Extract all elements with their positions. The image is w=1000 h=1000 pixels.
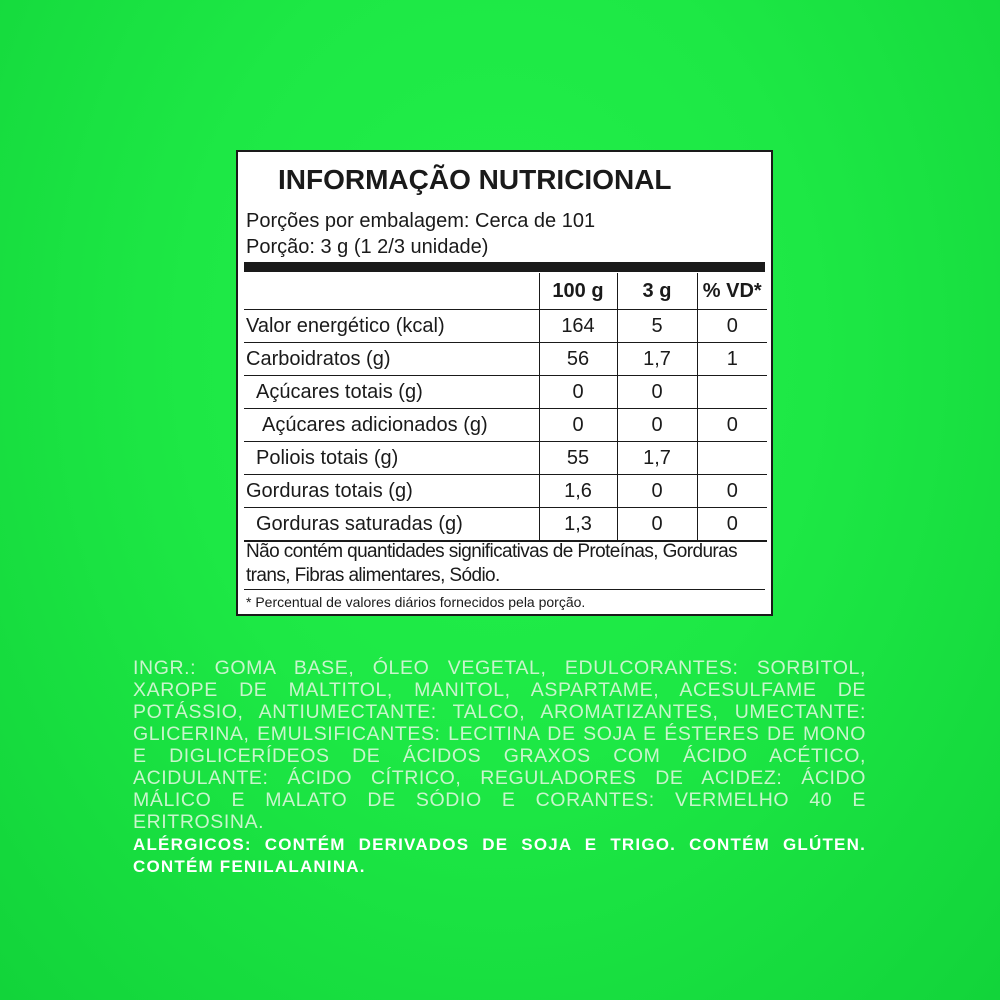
header-vd: % VD* (697, 273, 767, 310)
nutrient-name: Carboidratos (g) (244, 343, 539, 376)
serving-info (246, 208, 595, 260)
footnote-divider (244, 589, 765, 590)
thick-divider (244, 262, 765, 272)
table-row (244, 442, 767, 475)
table-row (244, 343, 767, 376)
value-100g: 1,6 (539, 475, 617, 508)
value-vd: 0 (697, 508, 767, 542)
value-3g: 0 (617, 508, 697, 542)
serving-size: Porção: 3 g (1 2/3 unidade) (246, 236, 489, 258)
value-3g: 0 (617, 475, 697, 508)
nutrient-name: Valor energético (kcal) (244, 310, 539, 343)
value-100g: 0 (539, 376, 617, 409)
header-3g: 3 g (617, 273, 697, 310)
value-vd (697, 442, 767, 475)
header-nutrient (244, 273, 539, 310)
table-row (244, 508, 767, 542)
value-vd: 0 (697, 409, 767, 442)
nutrition-facts-label (236, 150, 773, 616)
ingredients-text: INGR.: GOMA BASE, ÓLEO VEGETAL, EDULCORANTES: SORBITOL, XAROPE DE MALTITOL, MANITOL, ASPARTAME, ACESULFAME DE POTÁSSIO, ANTIUMECTANTE: TALCO, AROMATIZANTES, UMECTANTE: GLICERINA, EMULSIFICANTES: LECITINA DE SOJA E ÉSTERES DE MONO E DIGLICERÍDEOS DE ÁCIDOS GRAXOS COM ÁCIDO ACÉTICO, ACIDULANTE: ÁCIDO CÍTRICO, REGULADORES DE ACIDEZ: ÁCIDO MÁLICO E MALATO DE SÓDIO E CORANTES: VERMELHO 40 E ERITROSINA. (133, 657, 866, 833)
allergens-text: ALÉRGICOS: CONTÉM DERIVADOS DE SOJA E TRIGO. CONTÉM GLÚTEN. CONTÉM FENILALANINA. (133, 835, 866, 876)
nutrition-table (244, 273, 767, 542)
label-title: INFORMAÇÃO NUTRICIONAL (278, 164, 672, 195)
nutrient-name: Açúcares adicionados (g) (244, 409, 539, 442)
daily-value-footnote: * Percentual de valores diários fornecidos pela porção. (246, 594, 586, 610)
value-3g: 1,7 (617, 442, 697, 475)
nutrient-name: Poliois totais (g) (244, 442, 539, 475)
table-row (244, 409, 767, 442)
value-100g: 56 (539, 343, 617, 376)
nutrient-name: Açúcares totais (g) (244, 376, 539, 409)
value-100g: 0 (539, 409, 617, 442)
value-vd: 0 (697, 475, 767, 508)
value-3g: 0 (617, 376, 697, 409)
nutrient-name: Gorduras saturadas (g) (244, 508, 539, 542)
table-row (244, 310, 767, 343)
table-header-row (244, 273, 767, 310)
value-3g: 5 (617, 310, 697, 343)
value-3g: 1,7 (617, 343, 697, 376)
value-3g: 0 (617, 409, 697, 442)
header-100g: 100 g (539, 273, 617, 310)
not-significant-note: Não contém quantidades significativas de Proteínas, Gorduras trans, Fibras alimentares, Sódio. (246, 541, 738, 586)
servings-per-package: Porções por embalagem: Cerca de 101 (246, 210, 596, 232)
nutrient-name: Gorduras totais (g) (244, 475, 539, 508)
value-100g: 164 (539, 310, 617, 343)
table-row (244, 475, 767, 508)
value-vd (697, 376, 767, 409)
value-100g: 55 (539, 442, 617, 475)
table-row (244, 376, 767, 409)
value-100g: 1,3 (539, 508, 617, 542)
value-vd: 1 (697, 343, 767, 376)
value-vd: 0 (697, 310, 767, 343)
